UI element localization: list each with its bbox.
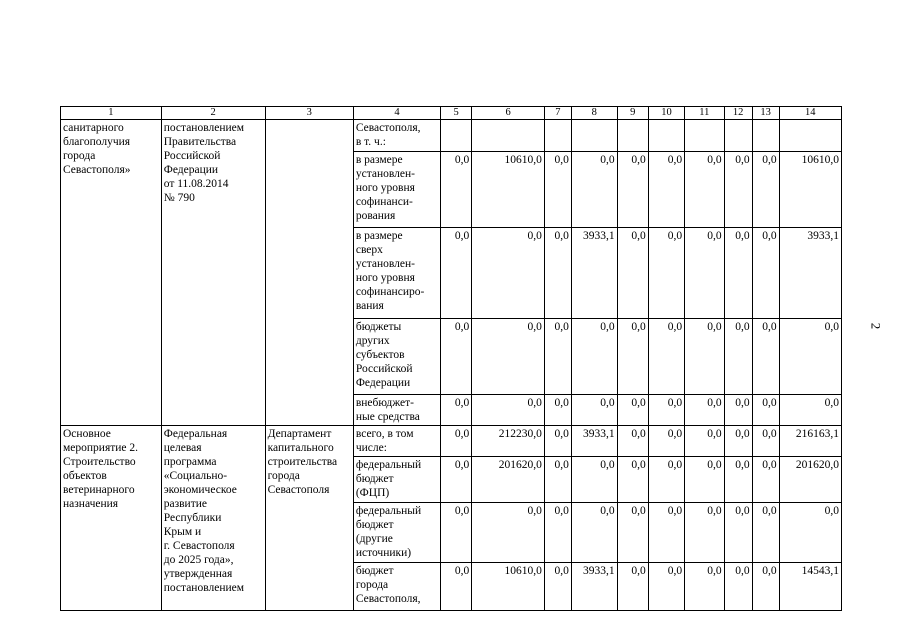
- cell-value-col10: [648, 120, 684, 152]
- cell-value-col14: 216163,1: [779, 426, 841, 457]
- cell-program: [161, 426, 265, 611]
- cell-value-col13: 0,0: [752, 457, 779, 503]
- column-header-11: 11: [685, 107, 724, 120]
- cell-funding-source-line: софинанси-: [355, 196, 413, 208]
- cell-value-col9: 0,0: [617, 395, 648, 426]
- cell-executor: [265, 426, 353, 611]
- cell-value-col8: 3933,1: [571, 426, 617, 457]
- cell-value-col7: 0,0: [544, 152, 571, 228]
- cell-value-col6: 0,0: [472, 228, 545, 319]
- cell-funding-source-line: вания: [355, 300, 384, 312]
- cell-program-line: экономическое: [163, 484, 237, 496]
- cell-value-col7: 0,0: [544, 426, 571, 457]
- cell-value-col10: 0,0: [648, 319, 684, 395]
- cell-measure: [61, 426, 162, 611]
- cell-program-line: Крым и: [163, 526, 202, 538]
- cell-funding-source-line: источники): [355, 547, 412, 559]
- cell-value-col9: 0,0: [617, 228, 648, 319]
- cell-value-col13: 0,0: [752, 503, 779, 563]
- cell-value-col5: 0,0: [441, 503, 472, 563]
- cell-value-col10: 0,0: [648, 152, 684, 228]
- cell-funding-source-line: (другие: [355, 533, 393, 545]
- cell-funding-source: [353, 426, 440, 457]
- cell-program-line: Республики: [163, 512, 222, 524]
- cell-value-col13: 0,0: [752, 319, 779, 395]
- cell-value-col7: 0,0: [544, 503, 571, 563]
- cell-value-col6: 212230,0: [472, 426, 545, 457]
- cell-program-line: Правительства: [163, 136, 237, 148]
- cell-funding-source-line: ного уровня: [355, 272, 415, 284]
- cell-value-col12: 0,0: [724, 426, 752, 457]
- cell-value-col10: 0,0: [648, 503, 684, 563]
- cell-program: [161, 120, 265, 426]
- cell-executor-line: строительства: [267, 456, 338, 468]
- cell-value-col8: 3933,1: [571, 228, 617, 319]
- cell-funding-source-line: в размере: [355, 230, 403, 242]
- cell-value-col8: 0,0: [571, 395, 617, 426]
- column-header-4: 4: [353, 107, 440, 120]
- cell-value-col9: 0,0: [617, 426, 648, 457]
- cell-value-col8: 0,0: [571, 152, 617, 228]
- cell-funding-source-line: города: [355, 579, 389, 591]
- cell-program-line: развитие: [163, 498, 207, 510]
- cell-value-col14: 3933,1: [779, 228, 841, 319]
- cell-funding-source-line: (ФЦП): [355, 487, 390, 499]
- cell-value-col5: 0,0: [441, 228, 472, 319]
- cell-funding-source-line: бюджеты: [355, 321, 402, 333]
- cell-value-col9: 0,0: [617, 503, 648, 563]
- cell-value-col11: 0,0: [685, 457, 724, 503]
- cell-value-col5: 0,0: [441, 426, 472, 457]
- cell-value-col5: 0,0: [441, 152, 472, 228]
- cell-funding-source: [353, 395, 440, 426]
- cell-value-col13: 0,0: [752, 426, 779, 457]
- column-header-8: 8: [571, 107, 617, 120]
- cell-measure-line: объектов: [63, 470, 107, 482]
- cell-funding-source-line: всего, в том: [355, 428, 414, 440]
- cell-measure-line: мероприятие 2.: [63, 442, 139, 454]
- cell-value-col6: 201620,0: [472, 457, 545, 503]
- cell-value-col8: 0,0: [571, 457, 617, 503]
- cell-value-col8: 3933,1: [571, 563, 617, 611]
- cell-funding-source-line: ного уровня: [355, 182, 415, 194]
- column-header-9: 9: [617, 107, 648, 120]
- cell-value-col11: 0,0: [685, 228, 724, 319]
- cell-funding-source: [353, 319, 440, 395]
- cell-value-col12: 0,0: [724, 503, 752, 563]
- cell-value-col8: [571, 120, 617, 152]
- cell-value-col5: 0,0: [441, 319, 472, 395]
- cell-funding-source-line: федеральный: [355, 459, 422, 471]
- cell-value-col6: 10610,0: [472, 563, 545, 611]
- cell-program-line: от 11.08.2014: [163, 178, 229, 190]
- cell-value-col6: [472, 120, 545, 152]
- cell-program-line: «Социально-: [163, 470, 228, 482]
- cell-value-col10: 0,0: [648, 457, 684, 503]
- cell-value-col13: 0,0: [752, 395, 779, 426]
- cell-funding-source-line: установлен-: [355, 258, 415, 270]
- cell-program-line: Федерации: [163, 164, 219, 176]
- column-header-1: 1: [61, 107, 162, 120]
- cell-value-col13: 0,0: [752, 563, 779, 611]
- cell-funding-source-line: сверх: [355, 244, 383, 256]
- cell-value-col5: 0,0: [441, 563, 472, 611]
- cell-value-col13: [752, 120, 779, 152]
- cell-measure: [61, 120, 162, 426]
- cell-value-col14: 0,0: [779, 395, 841, 426]
- cell-value-col5: [441, 120, 472, 152]
- cell-measure-line: ветеринарного: [63, 484, 135, 496]
- table-row: [61, 120, 842, 152]
- cell-value-col10: 0,0: [648, 395, 684, 426]
- cell-funding-source-line: бюджет: [355, 473, 394, 485]
- cell-value-col12: [724, 120, 752, 152]
- cell-value-col8: 0,0: [571, 319, 617, 395]
- cell-value-col14: 0,0: [779, 319, 841, 395]
- cell-executor-line: Департамент: [267, 428, 332, 440]
- cell-executor: [265, 120, 353, 426]
- column-header-7: 7: [544, 107, 571, 120]
- cell-funding-source-line: в размере: [355, 154, 403, 166]
- cell-program-line: г. Севастополя: [163, 540, 235, 552]
- cell-measure-line: Севастополя»: [63, 164, 131, 176]
- cell-program-line: утвержденная: [163, 568, 233, 580]
- cell-value-col12: 0,0: [724, 319, 752, 395]
- cell-value-col7: 0,0: [544, 457, 571, 503]
- cell-value-col7: [544, 120, 571, 152]
- cell-funding-source: [353, 228, 440, 319]
- budget-table: [60, 106, 842, 611]
- cell-funding-source-line: Севастополя,: [355, 122, 421, 134]
- cell-value-col12: 0,0: [724, 563, 752, 611]
- cell-executor-line: Севастополя: [267, 484, 330, 496]
- cell-value-col7: 0,0: [544, 228, 571, 319]
- cell-funding-source-line: числе:: [355, 442, 387, 454]
- cell-value-col6: 10610,0: [472, 152, 545, 228]
- cell-value-col7: 0,0: [544, 319, 571, 395]
- cell-value-col9: 0,0: [617, 319, 648, 395]
- cell-value-col11: 0,0: [685, 426, 724, 457]
- cell-value-col14: 201620,0: [779, 457, 841, 503]
- cell-value-col14: 14543,1: [779, 563, 841, 611]
- cell-value-col5: 0,0: [441, 395, 472, 426]
- cell-value-col11: 0,0: [685, 395, 724, 426]
- cell-funding-source-line: Российской: [355, 363, 413, 375]
- cell-funding-source-line: субъектов: [355, 349, 405, 361]
- cell-measure-line: Основное: [63, 428, 111, 440]
- cell-value-col9: 0,0: [617, 457, 648, 503]
- cell-funding-source-line: федеральный: [355, 505, 422, 517]
- cell-value-col10: 0,0: [648, 563, 684, 611]
- cell-value-col7: 0,0: [544, 563, 571, 611]
- cell-funding-source-line: софинансиро-: [355, 286, 425, 298]
- cell-measure-line: санитарного: [63, 122, 124, 134]
- cell-program-line: программа: [163, 456, 217, 468]
- cell-value-col6: 0,0: [472, 319, 545, 395]
- cell-value-col12: 0,0: [724, 457, 752, 503]
- cell-value-col9: 0,0: [617, 563, 648, 611]
- cell-funding-source: [353, 120, 440, 152]
- cell-value-col12: 0,0: [724, 152, 752, 228]
- column-header-14: 14: [779, 107, 841, 120]
- cell-value-col11: [685, 120, 724, 152]
- header-row: [61, 107, 842, 120]
- cell-program-line: № 790: [163, 192, 195, 204]
- cell-program-line: постановлением: [163, 582, 245, 594]
- cell-value-col13: 0,0: [752, 152, 779, 228]
- column-header-13: 13: [752, 107, 779, 120]
- cell-measure-line: города: [63, 150, 96, 162]
- cell-executor-line: капитального: [267, 442, 334, 454]
- page-number: 2: [868, 322, 884, 330]
- cell-funding-source: [353, 503, 440, 563]
- cell-program-line: постановлением: [163, 122, 245, 134]
- cell-executor-line: города: [267, 470, 300, 482]
- cell-funding-source-line: рования: [355, 210, 396, 222]
- cell-value-col11: 0,0: [685, 152, 724, 228]
- cell-value-col6: 0,0: [472, 395, 545, 426]
- cell-measure-line: назначения: [63, 498, 119, 510]
- cell-program-line: до 2025 года»,: [163, 554, 234, 566]
- cell-program-line: Российской: [163, 150, 221, 162]
- cell-measure-line: благополучия: [63, 136, 131, 148]
- cell-program-line: целевая: [163, 442, 202, 454]
- column-header-10: 10: [648, 107, 684, 120]
- cell-value-col14: 0,0: [779, 503, 841, 563]
- cell-value-col12: 0,0: [724, 395, 752, 426]
- cell-value-col11: 0,0: [685, 503, 724, 563]
- cell-value-col12: 0,0: [724, 228, 752, 319]
- column-header-2: 2: [161, 107, 265, 120]
- cell-value-col8: 0,0: [571, 503, 617, 563]
- column-header-6: 6: [472, 107, 545, 120]
- column-header-3: 3: [265, 107, 353, 120]
- cell-measure-line: Строительство: [63, 456, 136, 468]
- table-row: [61, 426, 842, 457]
- cell-funding-source-line: в т. ч.:: [355, 136, 386, 148]
- cell-funding-source-line: других: [355, 335, 390, 347]
- cell-funding-source-line: внебюджет-: [355, 397, 414, 409]
- cell-value-col5: 0,0: [441, 457, 472, 503]
- cell-funding-source-line: ные средства: [355, 411, 420, 423]
- cell-value-col10: 0,0: [648, 426, 684, 457]
- cell-value-col6: 0,0: [472, 503, 545, 563]
- cell-value-col10: 0,0: [648, 228, 684, 319]
- cell-funding-source-line: бюджет: [355, 565, 394, 577]
- cell-program-line: Федеральная: [163, 428, 228, 440]
- column-header-12: 12: [724, 107, 752, 120]
- column-header-5: 5: [441, 107, 472, 120]
- cell-value-col11: 0,0: [685, 563, 724, 611]
- cell-funding-source-line: Севастополя,: [355, 593, 421, 605]
- cell-funding-source-line: Федерации: [355, 377, 411, 389]
- cell-value-col14: [779, 120, 841, 152]
- cell-value-col14: 10610,0: [779, 152, 841, 228]
- cell-value-col7: 0,0: [544, 395, 571, 426]
- cell-funding-source: [353, 457, 440, 503]
- cell-value-col9: 0,0: [617, 152, 648, 228]
- cell-value-col9: [617, 120, 648, 152]
- cell-funding-source: [353, 152, 440, 228]
- cell-funding-source-line: установлен-: [355, 168, 415, 180]
- cell-value-col13: 0,0: [752, 228, 779, 319]
- cell-value-col11: 0,0: [685, 319, 724, 395]
- cell-funding-source-line: бюджет: [355, 519, 394, 531]
- cell-funding-source: [353, 563, 440, 611]
